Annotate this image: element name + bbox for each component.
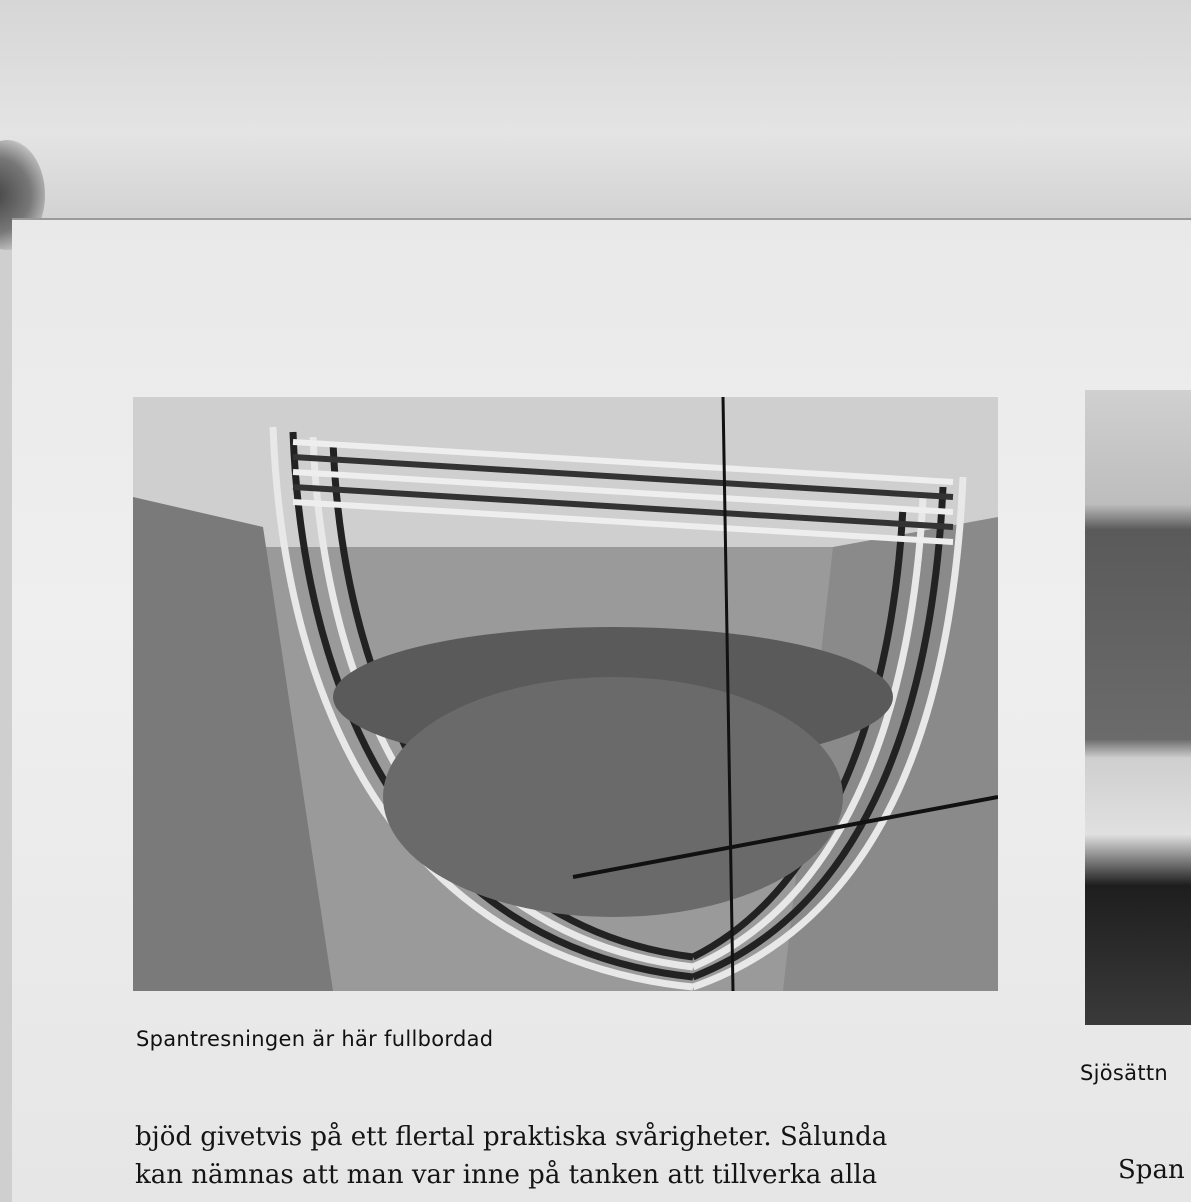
- right-photo-caption: Sjösättn: [1080, 1061, 1168, 1085]
- body-text-line: bjöd givetvis på ett flertal praktiska svårigheter. Sålunda: [135, 1122, 888, 1152]
- left-photo-caption: Spantresningen är här fullbordad: [136, 1027, 494, 1051]
- launch-photo: [1085, 390, 1191, 1025]
- background-wall: [0, 0, 1191, 222]
- boat-frame-photo: [133, 397, 998, 991]
- body-text-line: kan nämnas att man var inne på tanken att tillverka alla: [135, 1160, 878, 1190]
- right-column-text: Span: [1118, 1155, 1185, 1185]
